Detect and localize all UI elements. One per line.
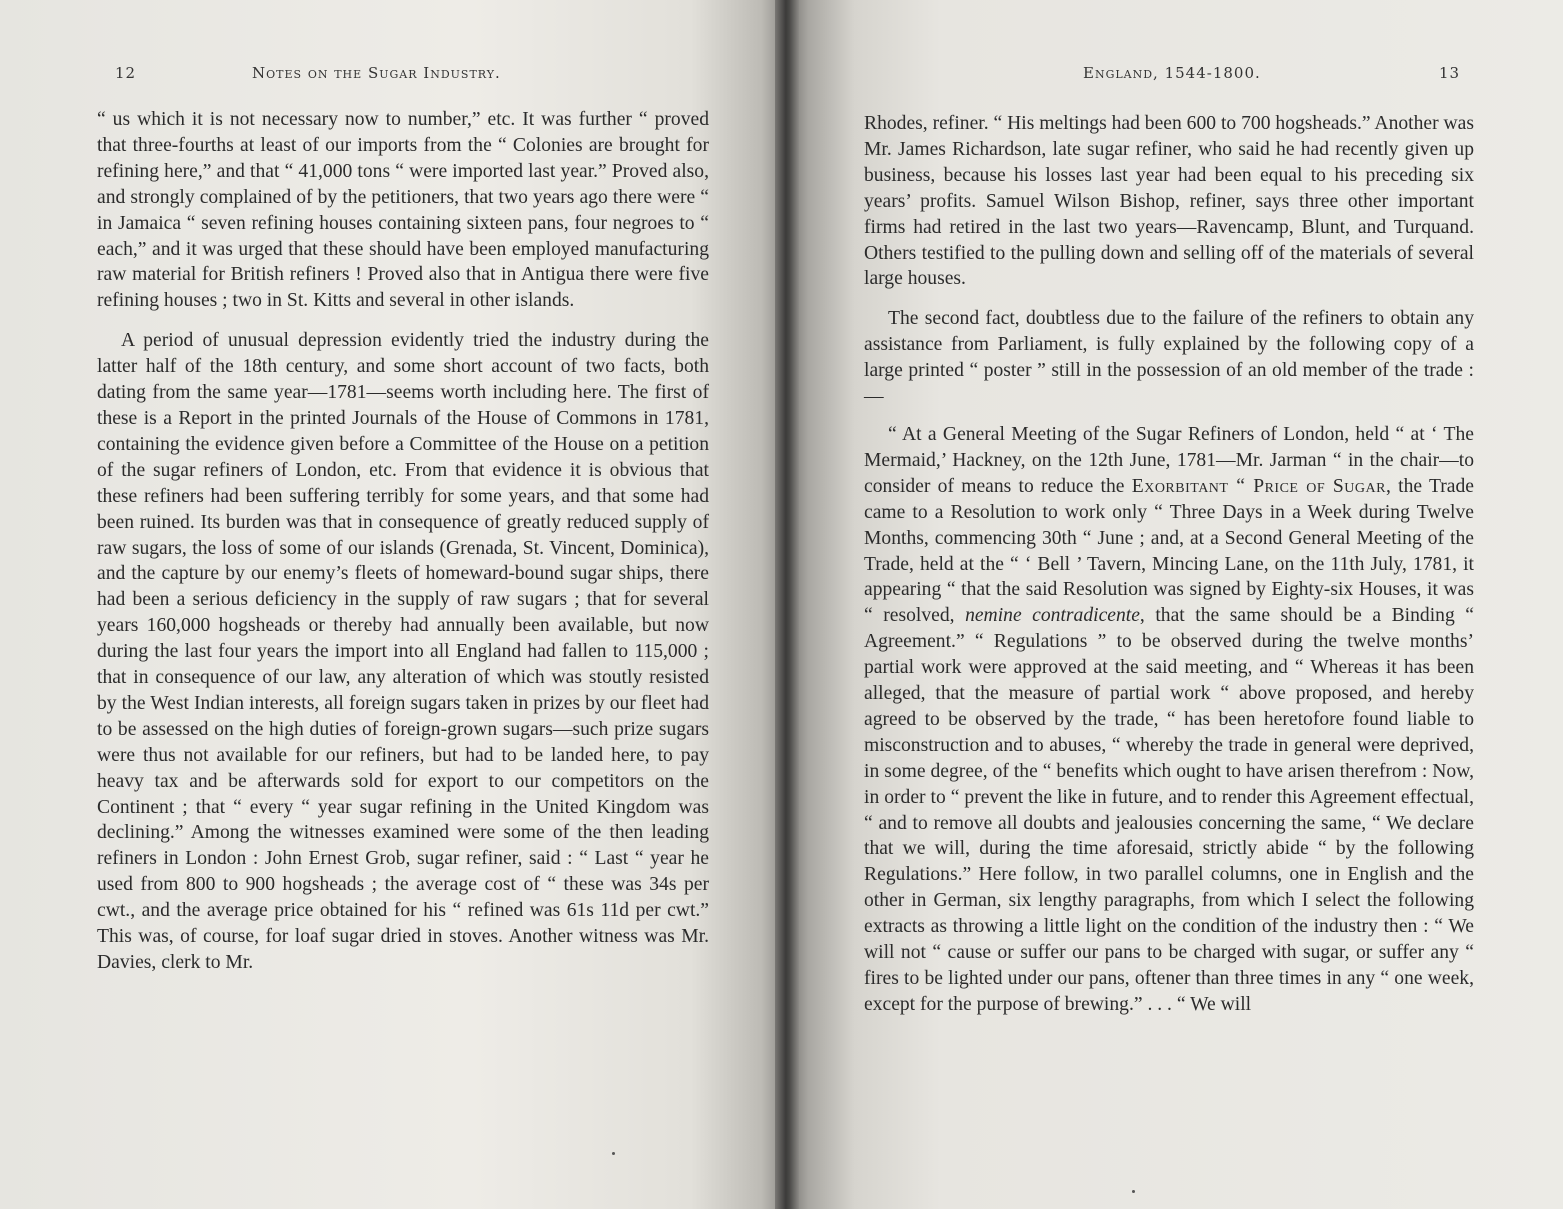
body-text [864,111,1474,1018]
paragraph: A period of unusual depression evidently tried the industry during the latter half of the 18th century, and some short account of two facts, both dating from the same year—1781—seems worth including here. The first of these is a Report in the printed Journals of the House of Commons in 1781, containing the evidence given before a Committee of the House on a petition of the sugar refiners of London, etc. From that evidence it is obvious that these refiners had been suffering terribly for some years, and that some had been ruined. Its burden was that in consequence of greatly reduced supply of raw sugars, the loss of some of our islands (Grenada, St. Vincent, Dominica), and the capture by our enemy’s fleets of homeward-bound sugar ships, there had been a serious deficiency in the supply of raw sugars ; that for several years 160,000 hogsheads or thereby had annually been available, but now during the last four years the import into all England had fallen to 115,000 ; that in consequence of our law, any alteration of which was stoutly resisted by the West Indian interests, all foreign sugars taken in prizes by our fleet had to be assessed on the high duties of foreign-grown sugars—such prize sugars were thus not available for our refiners, but had to be landed here, to pay heavy tax and be afterwards sold for export to our competitors on the Continent ; that “ every “ year sugar refining in the United Kingdom was declining.” Among the witnesses examined were some of the then leading refiners in London : John Ernest Grob, sugar refiner, said : “ Last “ year he used from 800 to 900 hogsheads ; the average cost of “ these was 34s per cwt., and the average price obtained for his “ refined was 61s 11d per cwt.” This was, of course, for loaf sugar dried in stoves. Another witness was Mr. Davies, clerk to Mr. [97,330,709,973]
paper-speck [612,1152,615,1155]
italic-run: nemine contradicente [965,605,1140,627]
book-gutter [775,0,799,1209]
text-run: , that the same should be a Binding “ Agreement.” “ Regulations ” to be observed during the twelve months’ partial work were approved at the said meeting, and “ Whereas it has been alleged, that the measure of partial work “ above proposed, and hereby agreed to be observed by the trade, “ has been heretofore found liable to misconstruction and to abuses, “ whereby the trade in general were deprived, in some degree, of the “ benefits which ought to have arisen therefrom : Now, in order to “ prevent the like in future, and to render this Agreement effectual, “ and to remove all doubts and jealousies concerning the same, “ We declare that we will, during the time aforesaid, strictly abide “ by the following Regulations.” Here follow, in two parallel columns, one in English and the other in German, six lengthy paragraphs, from which I select the following extracts as throwing a little light on the condition of the industry then : “ We will not “ cause or suffer our pans to be charged with sugar, or suffer any “ fires to be lighted under our pans, oftener than three times in any “ one week, except for the purpose of brewing.” . . . “ We will [864,605,1474,1015]
paragraph: “ us which it is not necessary now to number,” etc. It was further “ proved that three-fourths at least of our imports from the “ Colonies are brought for refining here,” and that “ 41,000 tons “ were imported last year.” Proved also, and strongly complained of by the petitioners, that two years ago there were “ in Jamaica “ seven refining houses containing sixteen pans, four negroes to “ each,” and it was urged that these should have been employed manufacturing raw material for British refiners ! Proved also that in Antigua there were five refining houses ; two in St. Kitts and several in other islands. [97,109,709,312]
text-run: “ At a General Meeting of the Sugar Refiners of London, held “ at ‘ The Mermaid,’ Hackney, on the 12th June, 1781—Mr. Jarman “ in the chair—to consider of means to reduce the [864,423,1474,497]
page-number: 12 [115,64,137,82]
paragraph: The second fact, doubtless due to the failure of the refiners to obtain any assistance from Parliament, is fully explained by the following copy of a large printed “ poster ” still in the possession of an old member of the trade :— [864,308,1474,408]
body-text [97,107,709,976]
paragraph: Rhodes, refiner. “ His meltings had been 600 to 700 hogsheads.” Another was Mr. James Richardson, late sugar refiner, who said he had recently given up business, because his losses last year had been equal to his preceding six years’ profits. Samuel Wilson Bishop, refiner, says three other important firms had retired in the last two years—Ravencamp, Blunt, and Turquand. Others testified to the pulling down and selling off of the materials of several large houses. [864,113,1475,290]
running-head: Notes on the Sugar Industry. [252,64,501,82]
right-page [785,0,1563,1209]
paragraph [864,422,1474,1018]
paper-speck [1132,1190,1135,1193]
page-number: 13 [1439,64,1461,82]
small-caps-run: Exorbitant “ Price of Sugar [1131,475,1386,497]
text-run: , the Trade came to a Resolution to work only “ Three Days in a Week during Twelve Months, commencing 30th “ June ; and, at a Second General Meeting of the Trade, held at the “ ‘ Bell ’ Tavern, Mincing Lane, on the 11th July, 1781, it appearing “ that the said Resolution was signed by Eighty-six Houses, it was “ resolved, [864,475,1474,627]
running-head: England, 1544-1800. [1083,64,1261,82]
